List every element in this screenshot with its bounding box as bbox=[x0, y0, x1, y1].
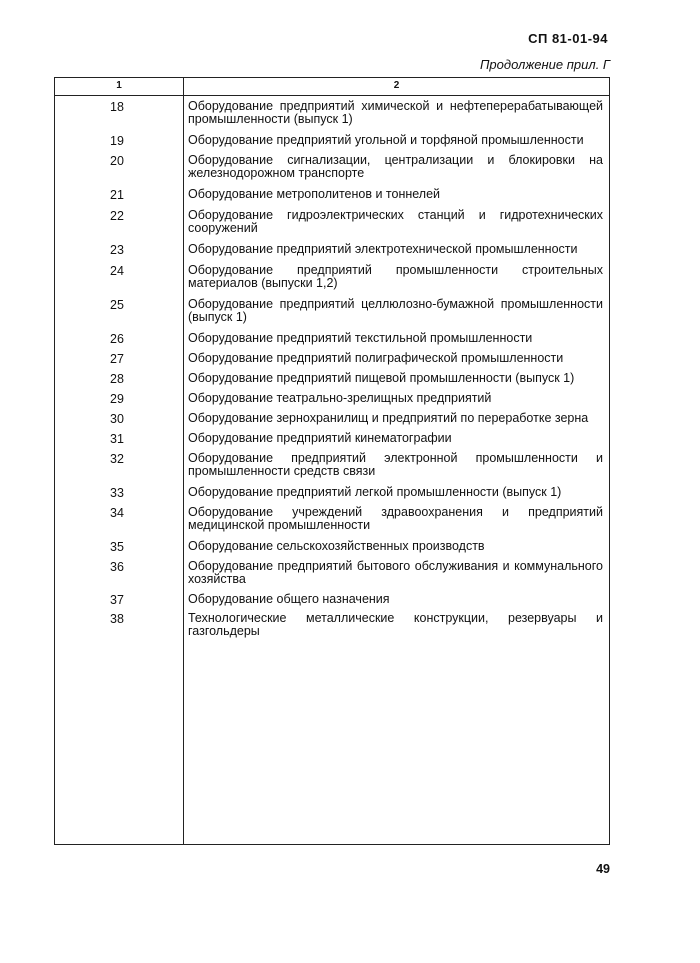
row-number: 23 bbox=[110, 243, 124, 257]
row-number: 29 bbox=[110, 392, 124, 406]
table-row bbox=[55, 452, 609, 478]
row-number: 32 bbox=[110, 452, 124, 466]
table-row bbox=[55, 372, 609, 385]
row-number: 21 bbox=[110, 188, 124, 202]
table-row bbox=[55, 332, 609, 345]
table-row bbox=[55, 352, 609, 365]
table-row bbox=[55, 486, 609, 499]
row-description: Оборудование театрально-зрелищных предприятий bbox=[188, 391, 492, 405]
table-row bbox=[55, 243, 609, 256]
row-number: 25 bbox=[110, 298, 124, 312]
equipment-table bbox=[54, 77, 610, 845]
row-description: Оборудование предприятий текстильной промышленности bbox=[188, 331, 533, 345]
table-row bbox=[55, 593, 609, 606]
row-number: 27 bbox=[110, 352, 124, 366]
row-number: 38 bbox=[110, 612, 124, 626]
row-description: Оборудование предприятий целлюлозно-бумажной промышленности (выпуск 1) bbox=[188, 297, 603, 324]
row-number: 30 bbox=[110, 412, 124, 426]
column-header-description: 2 bbox=[393, 80, 400, 91]
column-header-number: 1 bbox=[116, 80, 122, 91]
table-row bbox=[55, 392, 609, 405]
row-number: 36 bbox=[110, 560, 124, 574]
table-body bbox=[55, 100, 609, 638]
table-row bbox=[55, 560, 609, 586]
page-number: 49 bbox=[596, 862, 610, 876]
row-number: 34 bbox=[110, 506, 124, 520]
row-description: Оборудование предприятий угольной и торфяной промышленности bbox=[188, 133, 584, 147]
row-description: Оборудование предприятий легкой промышленности (выпуск 1) bbox=[188, 485, 562, 499]
row-number: 35 bbox=[110, 540, 124, 554]
row-number: 37 bbox=[110, 593, 124, 607]
row-number: 28 bbox=[110, 372, 124, 386]
row-number: 26 bbox=[110, 332, 124, 346]
table-row bbox=[55, 209, 609, 235]
row-description: Оборудование сигнализации, централизации и блокировки на железнодорожном транспорте bbox=[188, 153, 603, 180]
table-row bbox=[55, 506, 609, 532]
row-description: Оборудование метрополитенов и тоннелей bbox=[188, 187, 441, 201]
row-description: Оборудование предприятий бытового обслуживания и коммунального хозяйства bbox=[188, 559, 603, 586]
row-description: Оборудование предприятий электротехнической промышленности bbox=[188, 242, 578, 256]
table-row bbox=[55, 134, 609, 147]
table-row bbox=[55, 612, 609, 638]
row-description: Оборудование сельскохозяйственных производств bbox=[188, 539, 485, 553]
row-number: 22 bbox=[110, 209, 124, 223]
row-number: 31 bbox=[110, 432, 124, 446]
row-description: Оборудование гидроэлектрических станций и гидротехнических сооружений bbox=[188, 208, 603, 235]
table-row bbox=[55, 412, 609, 425]
row-description: Оборудование предприятий промышленности строительных материалов (выпуски 1,2) bbox=[188, 263, 603, 290]
row-number: 18 bbox=[110, 100, 124, 114]
row-description: Оборудование учреждений здравоохранения и предприятий медицинской промышленности bbox=[188, 505, 603, 532]
row-description: Оборудование предприятий пищевой промышленности (выпуск 1) bbox=[188, 371, 575, 385]
table-row bbox=[55, 100, 609, 126]
table-row bbox=[55, 264, 609, 290]
table-row bbox=[55, 154, 609, 180]
table-row bbox=[55, 298, 609, 324]
row-description: Оборудование предприятий электронной промышленности и промышленности средств связи bbox=[188, 451, 603, 478]
row-description: Оборудование предприятий кинематографии bbox=[188, 431, 452, 445]
row-description: Технологические металлические конструкции, резервуары и газгольдеры bbox=[188, 611, 603, 638]
row-number: 24 bbox=[110, 264, 124, 278]
continuation-label: Продолжение прил. Г bbox=[480, 57, 610, 72]
table-row bbox=[55, 432, 609, 445]
row-number: 20 bbox=[110, 154, 124, 168]
row-description: Оборудование зернохранилищ и предприятий по переработке зерна bbox=[188, 411, 589, 425]
row-description: Оборудование предприятий химической и нефтеперерабатывающей промышленности (выпуск 1) bbox=[188, 99, 603, 126]
row-number: 19 bbox=[110, 134, 124, 148]
document-code: СП 81-01-94 bbox=[528, 31, 608, 46]
row-description: Оборудование общего назначения bbox=[188, 592, 390, 606]
row-number: 33 bbox=[110, 486, 124, 500]
table-row bbox=[55, 188, 609, 201]
table-row bbox=[55, 540, 609, 553]
table-header bbox=[55, 78, 609, 96]
row-description: Оборудование предприятий полиграфической промышленности bbox=[188, 351, 564, 365]
